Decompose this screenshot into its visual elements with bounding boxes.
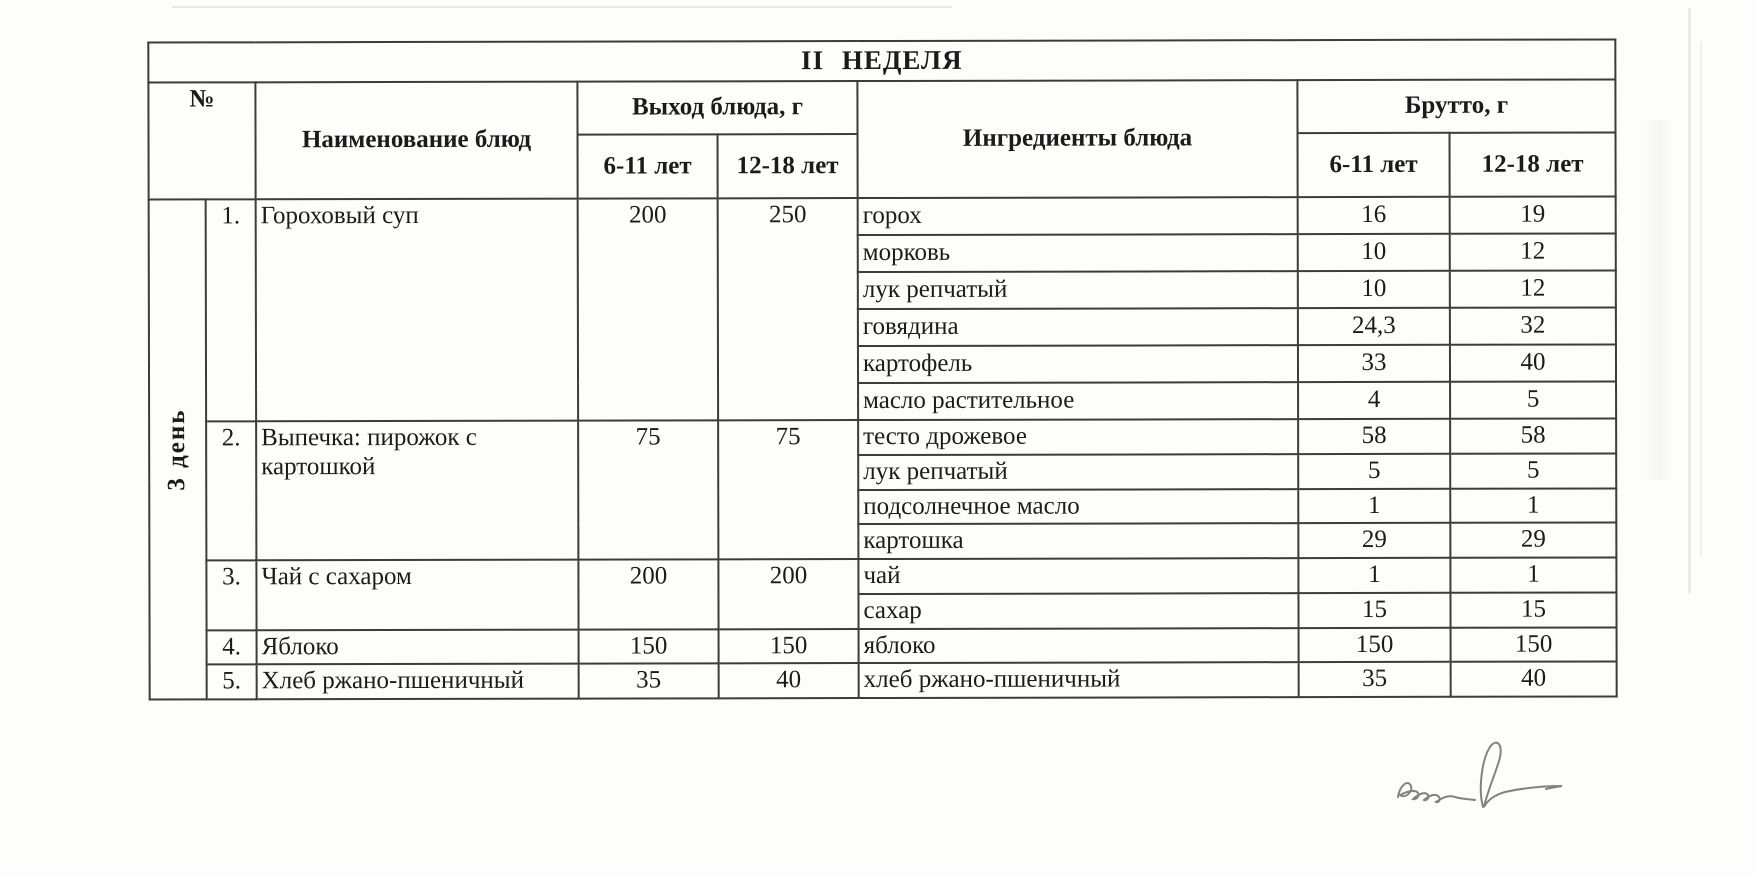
dish-output-12-18: 150 <box>719 629 859 664</box>
col-header-dish-name: Наименование блюд <box>255 82 577 200</box>
dish-name: Яблоко <box>257 629 579 664</box>
ingredient-name: картофель <box>858 345 1298 383</box>
scan-artifact-streak <box>1700 42 1702 557</box>
dish-number: 1. <box>206 199 256 421</box>
ingredient-name: говядина <box>858 308 1298 346</box>
brutto-12-18: 12 <box>1450 270 1616 307</box>
dish-name: Выпечка: пирожок с картошкой <box>256 421 578 561</box>
brutto-12-18: 29 <box>1450 523 1616 558</box>
brutto-6-11: 1 <box>1298 558 1450 593</box>
dish-number: 3. <box>206 560 256 630</box>
page-title: II НЕДЕЛЯ <box>148 39 1615 82</box>
menu-table <box>147 38 1617 700</box>
table-row <box>149 557 1616 595</box>
dish-name: Гороховый суп <box>256 199 578 422</box>
brutto-6-11: 5 <box>1298 454 1450 489</box>
table-header-row <box>148 79 1615 135</box>
handwritten-signature <box>1388 733 1568 825</box>
dish-number: 4. <box>207 630 257 665</box>
dish-name: Чай с сахаром <box>256 560 578 630</box>
ingredient-name: хлеб ржано-пшеничный <box>859 662 1299 698</box>
brutto-6-11: 24,3 <box>1298 308 1450 345</box>
table-row <box>150 627 1617 665</box>
ingredient-name: лук репчатый <box>858 271 1298 309</box>
col-header-brutto-age-12-18: 12-18 лет <box>1450 132 1616 196</box>
dish-output-12-18: 40 <box>719 663 859 698</box>
ingredient-name: чай <box>858 558 1298 594</box>
brutto-12-18: 150 <box>1451 627 1617 662</box>
col-header-output: Выход блюда, г <box>577 81 857 135</box>
menu-table-container <box>147 38 1617 700</box>
brutto-6-11: 33 <box>1298 345 1450 382</box>
brutto-12-18: 15 <box>1450 592 1616 627</box>
dish-output-12-18: 75 <box>718 420 858 559</box>
brutto-6-11: 10 <box>1298 271 1450 308</box>
dish-output-6-11: 200 <box>578 198 718 420</box>
day-label: 3 день <box>163 408 191 491</box>
dish-number: 2. <box>206 421 256 560</box>
dish-number: 5. <box>207 665 257 700</box>
ingredient-name: масло растительное <box>858 382 1298 420</box>
col-header-brutto-age-6-11: 6-11 лет <box>1298 133 1450 197</box>
ingredient-name: сахар <box>858 593 1298 629</box>
brutto-6-11: 35 <box>1299 662 1451 697</box>
table-row <box>150 662 1617 700</box>
brutto-6-11: 1 <box>1298 488 1450 523</box>
brutto-6-11: 29 <box>1298 523 1450 558</box>
col-header-output-age-12-18: 12-18 лет <box>718 134 858 198</box>
col-header-output-age-6-11: 6-11 лет <box>578 134 718 198</box>
dish-output-6-11: 150 <box>579 629 719 664</box>
ingredient-name: лук репчатый <box>858 454 1298 490</box>
brutto-6-11: 10 <box>1298 234 1450 271</box>
ingredient-name: морковь <box>858 234 1298 272</box>
scan-artifact-streak <box>1688 8 1691 593</box>
brutto-6-11: 150 <box>1299 627 1451 662</box>
brutto-12-18: 32 <box>1450 307 1616 344</box>
dish-output-6-11: 35 <box>579 664 719 699</box>
ingredient-name: яблоко <box>859 628 1299 664</box>
brutto-12-18: 5 <box>1450 381 1616 418</box>
dish-name: Хлеб ржано-пшеничный <box>257 664 579 699</box>
brutto-12-18: 40 <box>1450 344 1616 381</box>
brutto-12-18: 5 <box>1450 453 1616 488</box>
brutto-6-11: 15 <box>1298 593 1450 628</box>
brutto-6-11: 4 <box>1298 382 1450 419</box>
dish-output-6-11: 75 <box>578 420 718 559</box>
dish-output-12-18: 250 <box>718 198 858 420</box>
ingredient-name: тесто дрожевое <box>858 419 1298 455</box>
ingredient-name: горох <box>858 197 1298 235</box>
ingredient-name: картошка <box>858 523 1298 559</box>
brutto-12-18: 1 <box>1450 488 1616 523</box>
col-header-brutto: Брутто, г <box>1297 79 1615 133</box>
col-header-ingredients: Ингредиенты блюда <box>857 80 1297 198</box>
dish-output-12-18: 200 <box>718 559 858 629</box>
brutto-12-18: 12 <box>1450 233 1616 270</box>
table-row <box>149 196 1616 236</box>
brutto-12-18: 19 <box>1450 196 1616 233</box>
ingredient-name: подсолнечное масло <box>858 489 1298 525</box>
brutto-6-11: 16 <box>1298 197 1450 234</box>
brutto-12-18: 40 <box>1451 662 1617 697</box>
table-title-row <box>148 39 1615 82</box>
scan-artifact-top-line <box>172 6 952 8</box>
scan-artifact-smudge <box>1646 120 1672 480</box>
day-label-cell <box>149 199 207 699</box>
col-header-number: № <box>148 82 255 199</box>
brutto-6-11: 58 <box>1298 419 1450 454</box>
brutto-12-18: 1 <box>1450 557 1616 592</box>
dish-output-6-11: 200 <box>578 559 718 629</box>
table-row <box>149 418 1616 456</box>
brutto-12-18: 58 <box>1450 418 1616 453</box>
